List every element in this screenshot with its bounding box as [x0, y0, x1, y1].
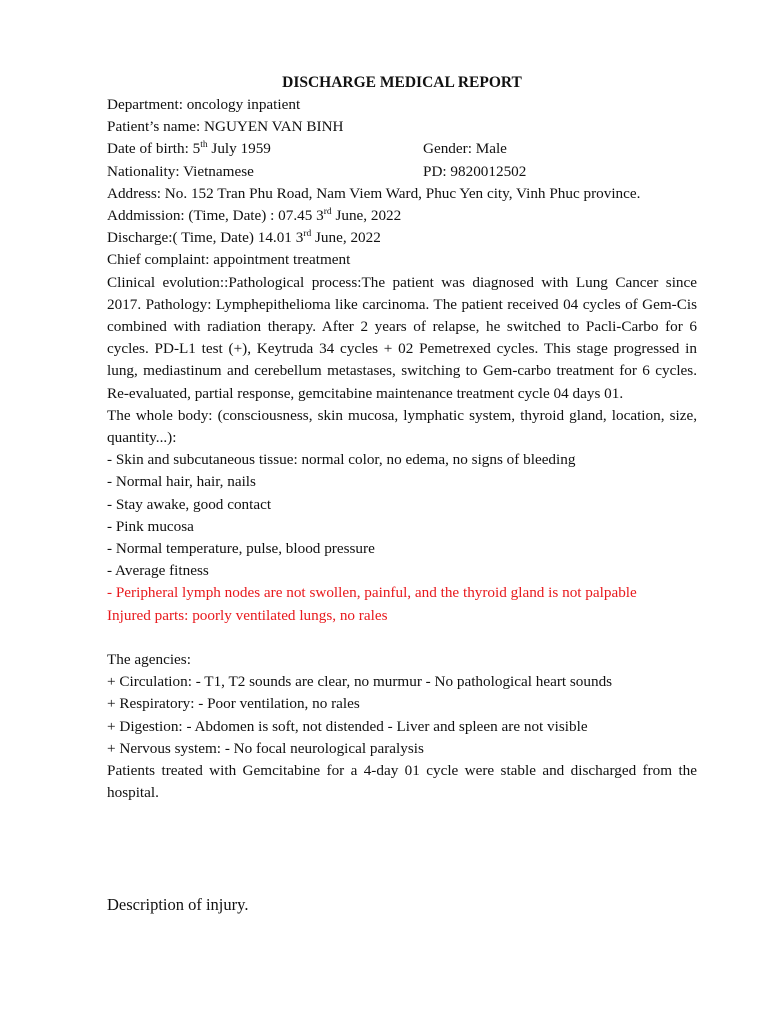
discharge-datetime: Discharge:( Time, Date) 14.01 3rd June, 2022 — [107, 229, 381, 247]
admission-datetime: Addmission: (Time, Date) : 07.45 3rd June, 2022 — [107, 206, 402, 225]
agency-item: + Digestion: - Abdomen is soft, not distended - Liver and spleen are not visible — [107, 717, 588, 735]
agencies-heading: The agencies: — [107, 651, 191, 669]
clinical-evolution: Clinical evolution::Pathological process:The patient was diagnosed with Lung Cancer since 2017. Pathology: Lymphepithelioma like carcinoma. The patient received 04 cycles of Gem-Cis combined with radiation therapy. After 2 years of relapse, he switched to Pacli-Carbo for 6 cycles. PD-L1 test (+), Keytruda 34 cycles + 02 Pemetrexed cycles. This stage progressed in lung, mediastinum and cerebellum metastases, switching to Gem-carbo treatment for 6 cycles. Re-evaluated, partial response, gemcitabine maintenance treatment cycle 04 days 01. — [107, 273, 697, 402]
lymph-node-finding: - Peripheral lymph nodes are not swollen, painful, and the thyroid gland is not palpable — [107, 584, 637, 602]
description-heading: Description of injury. — [107, 895, 249, 914]
agency-item: + Nervous system: - No focal neurological paralysis — [107, 739, 424, 757]
department: Department: oncology inpatient — [107, 96, 301, 113]
nationality: Nationality: Vietnamese — [107, 162, 254, 180]
agency-item: + Circulation: - T1, T2 sounds are clear, no murmur - No pathological heart sounds — [107, 673, 613, 691]
report-title: DISCHARGE MEDICAL REPORT — [282, 74, 522, 91]
finding-item: - Average fitness — [107, 562, 209, 580]
discharge-conclusion: Patients treated with Gemcitabine for a 4-day 01 cycle were stable and discharged from the hospital. — [107, 762, 697, 802]
pd-number: PD: 9820012502 — [423, 162, 527, 180]
gender: Gender: Male — [423, 140, 507, 158]
finding-item: - Pink mucosa — [107, 517, 194, 535]
patient-name: Patient’s name: NGUYEN VAN BINH — [107, 118, 344, 136]
spacer — [107, 627, 697, 649]
injured-parts: Injured parts: poorly ventilated lungs, no rales — [107, 606, 388, 624]
date-of-birth: Date of birth: 5th July 1959 — [107, 140, 271, 158]
finding-item: - Skin and subcutaneous tissue: normal color, no edema, no signs of bleeding — [107, 451, 576, 469]
finding-item: - Normal temperature, pulse, blood pressure — [107, 540, 375, 558]
dob-gender-row — [107, 138, 697, 160]
finding-item: - Stay awake, good contact — [107, 495, 272, 513]
report-body — [107, 72, 697, 804]
whole-body-exam: The whole body: (consciousness, skin mucosa, lymphatic system, thyroid gland, location, size, quantity...): — [107, 406, 697, 447]
nationality-pd-row — [107, 161, 697, 183]
chief-complaint: Chief complaint: appointment treatment — [107, 251, 351, 269]
agency-item: + Respiratory: - Poor ventilation, no rales — [107, 695, 360, 713]
address: Address: No. 152 Tran Phu Road, Nam Viem Ward, Phuc Yen city, Vinh Phuc province. — [107, 184, 641, 202]
finding-item: - Normal hair, hair, nails — [107, 473, 256, 491]
